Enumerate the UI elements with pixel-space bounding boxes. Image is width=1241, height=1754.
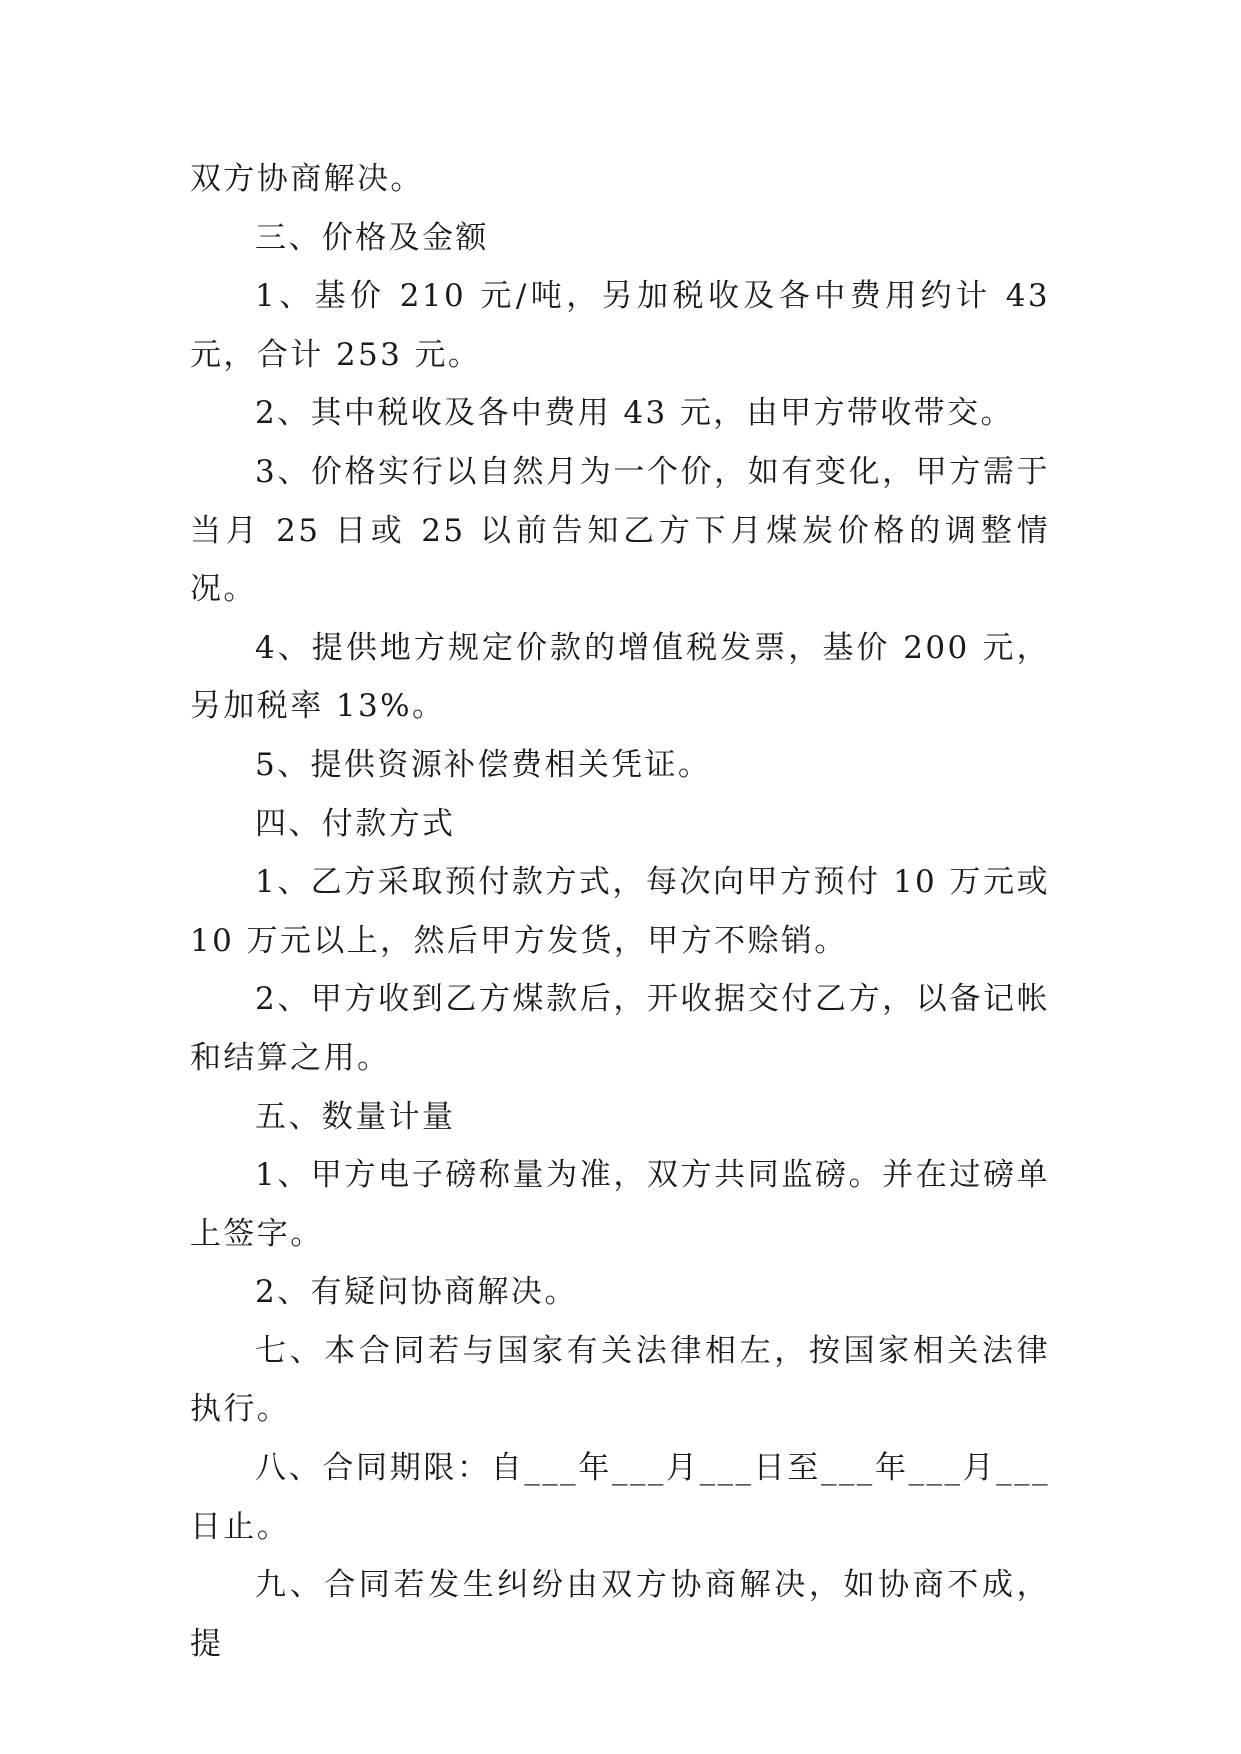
paragraph: 3、价格实行以自然月为一个价，如有变化，甲方需于当月 25 日或 25 以前告知乙方下月煤炭价格的调整情况。 [190, 453, 1050, 608]
paragraph: 八、合同期限：自___年___月___日至___年___月___日止。 [190, 1450, 1050, 1545]
section-heading: 五、数量计量 [255, 1098, 456, 1135]
paragraph: 九、合同若发生纠纷由双方协商解决，如协商不成，提 [190, 1567, 1050, 1662]
paragraph: 2、甲方收到乙方煤款后，开收据交付乙方，以备记帐和结算之用。 [190, 981, 1050, 1076]
paragraph: 1、甲方电子磅称量为准，双方共同监磅。并在过磅单上签字。 [190, 1157, 1050, 1252]
paragraph: 双方协商解决。 [190, 161, 424, 197]
section-heading: 四、付款方式 [255, 805, 456, 842]
paragraph: 2、有疑问协商解决。 [255, 1274, 578, 1311]
paragraph: 5、提供资源补偿费相关凭证。 [255, 746, 712, 783]
paragraph: 1、基价 210 元/吨，另加税收及各中费用约计 43 元，合计 253 元。 [190, 278, 1050, 373]
paragraph: 2、其中税收及各中费用 43 元，由甲方带收带交。 [255, 395, 1014, 432]
paragraph: 1、乙方采取预付款方式，每次向甲方预付 10 万元或 10 万元以上，然后甲方发货，甲方不赊销。 [190, 864, 1050, 959]
paragraph: 4、提供地方规定价款的增值税发票，基价 200 元，另加税率 13%。 [190, 629, 1050, 725]
section-heading: 三、价格及金额 [255, 219, 489, 256]
paragraph: 七、本合同若与国家有关法律相左，按国家相关法律执行。 [190, 1332, 1050, 1428]
document-body [190, 150, 1050, 1673]
